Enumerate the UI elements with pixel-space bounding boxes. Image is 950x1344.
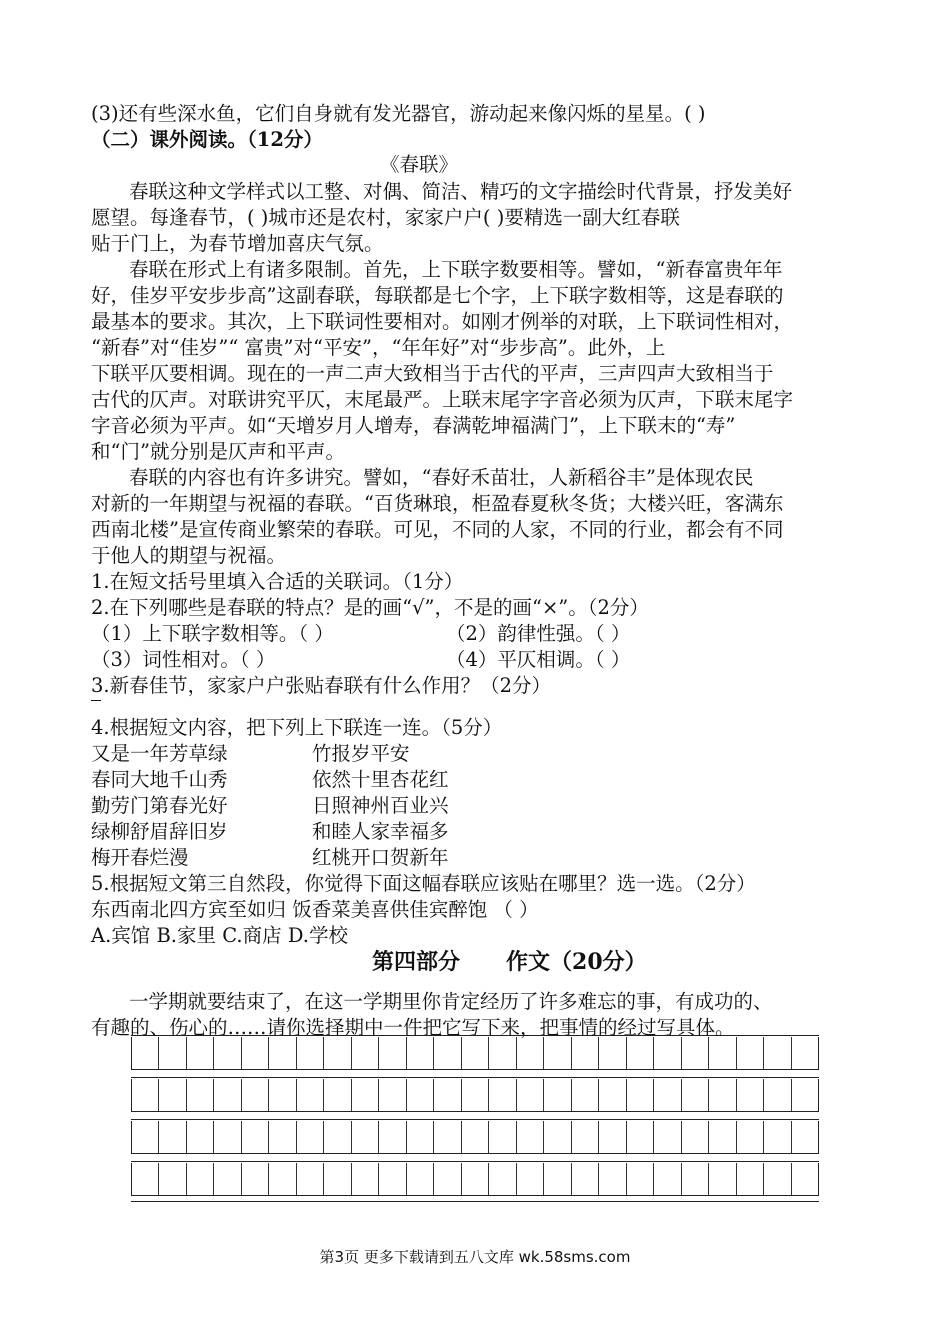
grid-cell[interactable] xyxy=(462,1079,489,1111)
grid-cell[interactable] xyxy=(407,1037,434,1069)
grid-row xyxy=(131,1163,819,1195)
grid-cell[interactable] xyxy=(572,1163,599,1195)
couplet-right-4: 和睦人家幸福多 xyxy=(312,820,449,843)
grid-cell[interactable] xyxy=(159,1121,186,1153)
grid-cell[interactable] xyxy=(599,1037,626,1069)
grid-cell[interactable] xyxy=(572,1079,599,1111)
question-2-option-2: （2）韵律性强。（ ） xyxy=(446,622,631,645)
grid-cell[interactable] xyxy=(434,1037,461,1069)
grid-rule-line xyxy=(131,1035,819,1036)
grid-row xyxy=(131,1121,819,1153)
grid-cell[interactable] xyxy=(764,1121,791,1153)
grid-cell[interactable] xyxy=(682,1079,709,1111)
question-3: 3.新春佳节，家家户户张贴春联有什么作用？（2分） xyxy=(91,674,552,697)
grid-cell[interactable] xyxy=(627,1079,654,1111)
grid-cell[interactable] xyxy=(214,1121,241,1153)
grid-rule-line xyxy=(131,1077,819,1078)
grid-cell[interactable] xyxy=(489,1037,516,1069)
grid-cell[interactable] xyxy=(379,1037,406,1069)
grid-cell[interactable] xyxy=(324,1121,351,1153)
grid-cell[interactable] xyxy=(159,1079,186,1111)
grid-cell[interactable] xyxy=(792,1079,818,1111)
grid-cell[interactable] xyxy=(379,1163,406,1195)
grid-cell[interactable] xyxy=(352,1037,379,1069)
grid-cell[interactable] xyxy=(434,1163,461,1195)
grid-cell[interactable] xyxy=(544,1079,571,1111)
grid-rule-line xyxy=(131,1195,819,1196)
grid-cell[interactable] xyxy=(352,1121,379,1153)
para3-line2: 对新的一年期望与祝福的春联。“百货琳琅，柜盈春夏秋冬货；大楼兴旺，客满东 xyxy=(91,492,784,515)
grid-cell[interactable] xyxy=(324,1163,351,1195)
grid-cell[interactable] xyxy=(544,1163,571,1195)
grid-cell[interactable] xyxy=(187,1037,214,1069)
para2-line7: 字音必须为平声。如“天增岁月人增寿，春满乾坤福满门”，上下联末的“寿” xyxy=(91,414,736,437)
grid-cell[interactable] xyxy=(214,1037,241,1069)
couplet-left-1: 又是一年芳草绿 xyxy=(91,742,228,765)
grid-cell[interactable] xyxy=(379,1121,406,1153)
grid-cell[interactable] xyxy=(764,1163,791,1195)
grid-cell[interactable] xyxy=(709,1037,736,1069)
composition-prompt-line1: 一学期就要结束了，在这一学期里你肯定经历了许多难忘的事，有成功的、 xyxy=(129,990,773,1013)
grid-cell[interactable] xyxy=(159,1037,186,1069)
grid-cell[interactable] xyxy=(737,1079,764,1111)
grid-cell[interactable] xyxy=(187,1163,214,1195)
grid-rule-line xyxy=(131,1153,819,1154)
grid-cell[interactable] xyxy=(132,1121,159,1153)
couplet-right-5: 红桃开口贺新年 xyxy=(312,846,449,869)
couplet-left-5: 梅开春烂漫 xyxy=(91,846,189,869)
grid-cell[interactable] xyxy=(709,1121,736,1153)
grid-cell[interactable] xyxy=(242,1037,269,1069)
grid-cell[interactable] xyxy=(682,1037,709,1069)
para2-line8: 和“门”就分别是仄声和平声。 xyxy=(91,440,345,463)
section-two-heading: （二）课外阅读。（12分） xyxy=(91,128,323,151)
grid-cell[interactable] xyxy=(352,1163,379,1195)
couplet-left-2: 春同大地千山秀 xyxy=(91,768,228,791)
grid-cell[interactable] xyxy=(737,1163,764,1195)
couplet-left-3: 勤劳门第春光好 xyxy=(91,794,228,817)
grid-cell[interactable] xyxy=(489,1121,516,1153)
grid-cell[interactable] xyxy=(544,1121,571,1153)
question-2-option-1: （1）上下联字数相等。（ ） xyxy=(91,622,334,645)
grid-cell[interactable] xyxy=(407,1163,434,1195)
grid-cell[interactable] xyxy=(764,1079,791,1111)
grid-cell[interactable] xyxy=(324,1037,351,1069)
grid-cell[interactable] xyxy=(159,1163,186,1195)
para2-line3: 最基本的要求。其次，上下联词性要相对。如刚才例举的对联，上下联词性相对， xyxy=(91,310,794,333)
grid-rule-line xyxy=(131,1119,819,1120)
para2-line1: 春联在形式上有诸多限制。首先，上下联字数要相等。譬如，“新春富贵年年 xyxy=(129,258,783,281)
para1-line3: 贴于门上，为春节增加喜庆气氛。 xyxy=(91,232,384,255)
grid-cell[interactable] xyxy=(737,1121,764,1153)
grid-cell[interactable] xyxy=(132,1037,159,1069)
para1-line1: 春联这种文学样式以工整、对偶、简洁、精巧的文字描绘时代背景，抒发美好 xyxy=(129,180,793,203)
section-four-title: 作文（20分） xyxy=(506,949,647,975)
grid-cell[interactable] xyxy=(654,1037,681,1069)
grid-cell[interactable] xyxy=(269,1121,296,1153)
composition-prompt-line2: 有趣的、伤心的……请你选择期中一件把它写下来，把事情的经过写具体。 xyxy=(91,1016,735,1039)
grid-rule-line xyxy=(131,1111,819,1112)
grid-cell[interactable] xyxy=(269,1163,296,1195)
couplet-right-1: 竹报岁平安 xyxy=(312,742,410,765)
page-footer: 第3页 更多下载请到五八文库 wk.58sms.com xyxy=(319,1248,631,1266)
para3-line4: 于他人的期望与祝福。 xyxy=(91,544,287,567)
grid-cell[interactable] xyxy=(517,1163,544,1195)
grid-cell[interactable] xyxy=(434,1079,461,1111)
para1-line2: 愿望。每逢春节，( )城市还是农村，家家户户( )要精选一副大红春联 xyxy=(91,206,680,229)
grid-cell[interactable] xyxy=(462,1037,489,1069)
grid-cell[interactable] xyxy=(242,1163,269,1195)
grid-cell[interactable] xyxy=(489,1163,516,1195)
grid-cell[interactable] xyxy=(407,1121,434,1153)
grid-cell[interactable] xyxy=(407,1079,434,1111)
question-1: 1.在短文括号里填入合适的关联词。（1分） xyxy=(91,570,464,593)
grid-cell[interactable] xyxy=(242,1121,269,1153)
grid-row xyxy=(131,1037,819,1069)
grid-cell[interactable] xyxy=(792,1037,818,1069)
question-5-couplet: 东西南北四方宾至如归 饭香菜美喜供佳宾醉饱 （ ） xyxy=(91,898,539,921)
para2-line2: 好，佳岁平安步步高”这副春联，每联都是七个字，上下联字数相等，这是春联的 xyxy=(91,284,784,307)
question-2-option-4: （4）平仄相调。（ ） xyxy=(446,648,631,671)
grid-cell[interactable] xyxy=(627,1121,654,1153)
grid-cell[interactable] xyxy=(599,1079,626,1111)
grid-cell[interactable] xyxy=(462,1163,489,1195)
grid-cell[interactable] xyxy=(489,1079,516,1111)
grid-cell[interactable] xyxy=(572,1121,599,1153)
grid-cell[interactable] xyxy=(214,1079,241,1111)
grid-cell[interactable] xyxy=(297,1163,324,1195)
grid-cell[interactable] xyxy=(627,1163,654,1195)
section-four-part: 第四部分 xyxy=(372,949,461,975)
para2-line5: 下联平仄要相调。现在的一声二声大致相当于古代的平声，三声四声大致相当于 xyxy=(91,362,774,385)
grid-cell[interactable] xyxy=(517,1037,544,1069)
grid-cell[interactable] xyxy=(572,1037,599,1069)
question-5: 5.根据短文第三自然段，你觉得下面这幅春联应该贴在哪里？选一选。（2分） xyxy=(91,872,756,895)
grid-cell[interactable] xyxy=(544,1037,571,1069)
grid-cell[interactable] xyxy=(434,1121,461,1153)
grid-cell[interactable] xyxy=(269,1079,296,1111)
grid-cell[interactable] xyxy=(352,1079,379,1111)
section-four-heading xyxy=(372,945,647,976)
grid-cell[interactable] xyxy=(599,1163,626,1195)
question-2-option-3: （3）词性相对。（ ） xyxy=(91,648,276,671)
grid-cell[interactable] xyxy=(187,1079,214,1111)
question-5-choices: A.宾馆 B.家里 C.商店 D.学校 xyxy=(91,924,348,947)
grid-rule-line xyxy=(131,1069,819,1070)
grid-cell[interactable] xyxy=(297,1121,324,1153)
para2-line6: 古代的仄声。对联讲究平仄，末尾最严。上联末尾字字音必须为仄声，下联末尾字 xyxy=(91,388,794,411)
grid-cell[interactable] xyxy=(792,1121,818,1153)
grid-cell[interactable] xyxy=(654,1163,681,1195)
grid-cell[interactable] xyxy=(517,1121,544,1153)
grid-cell[interactable] xyxy=(242,1079,269,1111)
grid-cell[interactable] xyxy=(599,1121,626,1153)
answer-line xyxy=(91,700,101,701)
grid-cell[interactable] xyxy=(297,1079,324,1111)
grid-cell[interactable] xyxy=(297,1037,324,1069)
grid-cell[interactable] xyxy=(709,1163,736,1195)
grid-cell[interactable] xyxy=(187,1121,214,1153)
grid-cell[interactable] xyxy=(132,1163,159,1195)
couplet-right-3: 日照神州百业兴 xyxy=(312,794,449,817)
grid-cell[interactable] xyxy=(132,1079,159,1111)
grid-cell[interactable] xyxy=(682,1121,709,1153)
grid-cell[interactable] xyxy=(627,1037,654,1069)
para2-line4: “新春”对“佳岁”“ 富贵”对“平安”，“年年好”对“步步高”。此外，上 xyxy=(91,336,666,359)
composition-grid[interactable] xyxy=(131,1035,819,1203)
reading-question-3: (3)还有些深水鱼，它们自身就有发光器官，游动起来像闪烁的星星。( ) xyxy=(91,102,706,125)
question-4: 4.根据短文内容，把下列上下联连一连。（5分） xyxy=(91,716,503,739)
grid-cell[interactable] xyxy=(654,1121,681,1153)
grid-cell[interactable] xyxy=(764,1037,791,1069)
grid-cell[interactable] xyxy=(517,1079,544,1111)
question-2: 2.在下列哪些是春联的特点？是的画“√”，不是的画“×”。（2分） xyxy=(91,596,649,619)
grid-cell[interactable] xyxy=(709,1079,736,1111)
grid-cell[interactable] xyxy=(462,1121,489,1153)
grid-cell[interactable] xyxy=(682,1163,709,1195)
grid-cell[interactable] xyxy=(214,1163,241,1195)
grid-row xyxy=(131,1079,819,1111)
para3-line1: 春联的内容也有许多讲究。譬如，“春好禾苗壮，人新稻谷丰”是体现农民 xyxy=(129,466,754,489)
grid-cell[interactable] xyxy=(654,1079,681,1111)
grid-cell[interactable] xyxy=(792,1163,818,1195)
grid-cell[interactable] xyxy=(324,1079,351,1111)
couplet-left-4: 绿柳舒眉辞旧岁 xyxy=(91,820,228,843)
grid-cell[interactable] xyxy=(737,1037,764,1069)
grid-rule-line xyxy=(131,1161,819,1162)
grid-cell[interactable] xyxy=(379,1079,406,1111)
couplet-right-2: 依然十里杏花红 xyxy=(312,768,449,791)
grid-rule-line xyxy=(131,1201,819,1202)
para3-line3: 西南北楼”是宣传商业繁荣的春联。可见，不同的人家，不同的行业，都会有不同 xyxy=(91,518,784,541)
article-title: 《春联》 xyxy=(380,153,459,176)
grid-cell[interactable] xyxy=(269,1037,296,1069)
